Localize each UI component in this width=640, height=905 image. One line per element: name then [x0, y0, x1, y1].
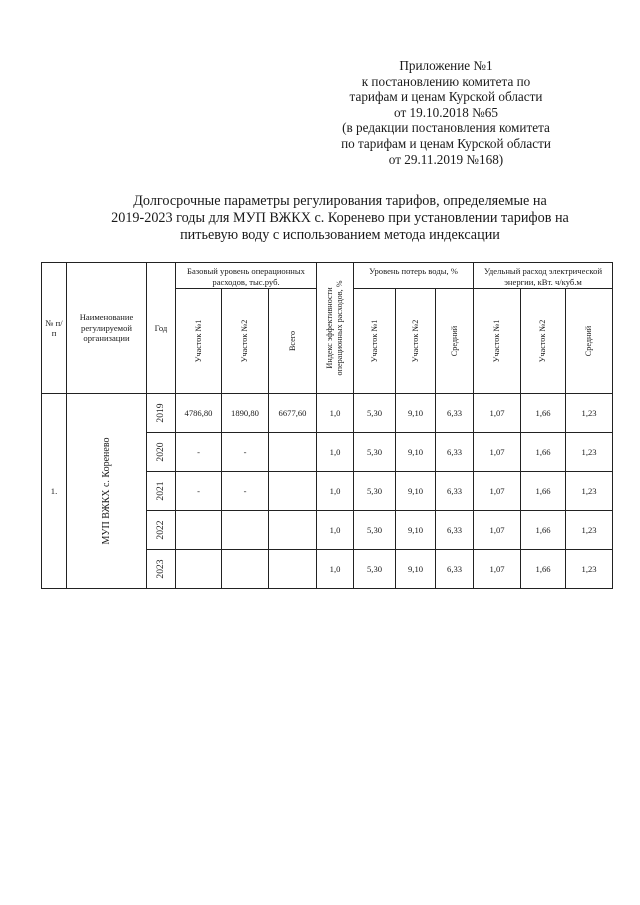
loss-site-1-cell: 5,30 — [354, 472, 396, 511]
loss-site-2-cell: 9,10 — [396, 511, 436, 550]
energy-average-cell: 1,23 — [566, 394, 613, 433]
year-text: 2021 — [155, 481, 166, 501]
energy-site-2-cell: 1,66 — [521, 472, 566, 511]
base-total-cell — [269, 472, 317, 511]
subheader-text: Участок №2 — [538, 319, 548, 363]
title-line: Долгосрочные параметры регулирования тарифов, определяемые на — [133, 193, 547, 209]
index-cell: 1,0 — [317, 394, 354, 433]
header-line: тарифам и ценам Курской области — [349, 89, 543, 105]
index-cell: 1,0 — [317, 472, 354, 511]
year-cell — [147, 472, 176, 511]
loss-site-2-cell: 9,10 — [396, 433, 436, 472]
loss-site-2-cell: 9,10 — [396, 550, 436, 589]
loss-site-1-cell: 5,30 — [354, 433, 396, 472]
subheader-energy-site-1 — [474, 289, 521, 394]
loss-site-1-cell: 5,30 — [354, 550, 396, 589]
header-water-loss: Уровень потерь воды, % — [354, 263, 474, 289]
year-cell — [147, 394, 176, 433]
base-total-cell: 6677,60 — [269, 394, 317, 433]
base-site-1-cell: 4786,80 — [176, 394, 222, 433]
header-row-number: № п/ п — [42, 263, 67, 394]
loss-site-1-cell: 5,30 — [354, 394, 396, 433]
energy-site-2-cell: 1,66 — [521, 511, 566, 550]
year-text: 2020 — [155, 442, 166, 462]
title-line: питьевую воду с использованием метода индексации — [180, 227, 500, 244]
header-base-expenses: Базовый уровень операционных расходов, тыс.руб. — [176, 263, 317, 289]
energy-average-cell: 1,23 — [566, 511, 613, 550]
loss-site-1-cell: 5,30 — [354, 511, 396, 550]
subheader-text: Средний — [449, 325, 459, 357]
base-site-1-cell — [176, 550, 222, 589]
header-year: Год — [147, 263, 176, 394]
subheader-text: Участок №2 — [240, 319, 249, 363]
year-text: 2022 — [155, 520, 166, 540]
header-line: от 19.10.2018 №65 — [394, 104, 498, 120]
base-site-2-cell: - — [222, 472, 269, 511]
year-cell — [147, 433, 176, 472]
document-title — [60, 193, 620, 245]
base-site-1-cell: - — [176, 472, 222, 511]
loss-average-cell: 6,33 — [436, 511, 474, 550]
energy-average-cell: 1,23 — [566, 472, 613, 511]
subheader-text: Участок №1 — [193, 319, 203, 363]
loss-average-cell: 6,33 — [436, 550, 474, 589]
subheader-energy-site-2 — [521, 289, 566, 394]
header-line: (в редакции постановления комитета — [342, 120, 550, 136]
energy-average-cell: 1,23 — [566, 550, 613, 589]
energy-site-1-cell: 1,07 — [474, 472, 521, 511]
header-organization: Наименование регулируемой организации — [67, 263, 147, 394]
header-line: к постановлению комитета по — [361, 73, 531, 89]
energy-site-1-cell: 1,07 — [474, 550, 521, 589]
year-cell — [147, 511, 176, 550]
year-cell — [147, 550, 176, 589]
energy-site-1-cell: 1,07 — [474, 511, 521, 550]
base-total-cell — [269, 511, 317, 550]
header-energy-consumption: Удельный расход электрической энергии, кВт. ч/куб.м — [474, 263, 613, 289]
energy-site-1-cell: 1,07 — [474, 433, 521, 472]
energy-average-cell: 1,23 — [566, 433, 613, 472]
base-site-2-cell — [222, 511, 269, 550]
subheader-loss-average — [436, 289, 474, 394]
subheader-text: Всего — [287, 330, 297, 352]
index-cell: 1,0 — [317, 511, 354, 550]
energy-site-2-cell: 1,66 — [521, 394, 566, 433]
parameters-table — [41, 262, 613, 589]
loss-site-2-cell: 9,10 — [396, 472, 436, 511]
table-row — [42, 394, 613, 433]
year-text: 2023 — [155, 559, 166, 579]
subheader-base-site-1 — [176, 289, 222, 394]
header-line: Приложение №1 — [399, 58, 493, 73]
row-number: 1. — [42, 394, 67, 589]
base-total-cell — [269, 550, 317, 589]
base-site-1-cell: - — [176, 433, 222, 472]
loss-average-cell: 6,33 — [436, 433, 474, 472]
loss-site-2-cell: 9,10 — [396, 394, 436, 433]
organization-name-text: МУП ВЖКХ с. Коренево — [100, 437, 112, 545]
subheader-text: Участок №2 — [410, 319, 420, 363]
header-line: по тарифам и ценам Курской области — [341, 135, 551, 151]
subheader-loss-site-2 — [396, 289, 436, 394]
base-site-1-cell — [176, 511, 222, 550]
loss-average-cell: 6,33 — [436, 394, 474, 433]
year-text: 2019 — [155, 403, 166, 423]
index-cell: 1,0 — [317, 433, 354, 472]
subheader-base-total — [269, 289, 317, 394]
energy-site-2-cell: 1,66 — [521, 550, 566, 589]
title-line: 2019-2023 годы для МУП ВЖКХ с. Коренево при установлении тарифов на — [111, 210, 569, 227]
header-line: от 29.11.2019 №168) — [388, 151, 504, 167]
subheader-base-site-2 — [222, 289, 269, 394]
header-efficiency-index — [317, 263, 354, 394]
subheader-loss-site-1 — [354, 289, 396, 394]
index-cell: 1,0 — [317, 550, 354, 589]
header-efficiency-index-text: Индекс эффективности операционных расходов, % — [325, 280, 345, 376]
energy-site-2-cell: 1,66 — [521, 433, 566, 472]
base-total-cell — [269, 433, 317, 472]
appendix-header — [318, 58, 574, 167]
base-site-2-cell: 1890,80 — [222, 394, 269, 433]
subheader-text: Участок №1 — [492, 319, 502, 363]
subheader-text: Участок №1 — [369, 319, 379, 363]
organization-name — [67, 394, 147, 589]
energy-site-1-cell: 1,07 — [474, 394, 521, 433]
subheader-text: Средний — [584, 325, 594, 357]
loss-average-cell: 6,33 — [436, 472, 474, 511]
subheader-energy-average — [566, 289, 613, 394]
base-site-2-cell: - — [222, 433, 269, 472]
base-site-2-cell — [222, 550, 269, 589]
